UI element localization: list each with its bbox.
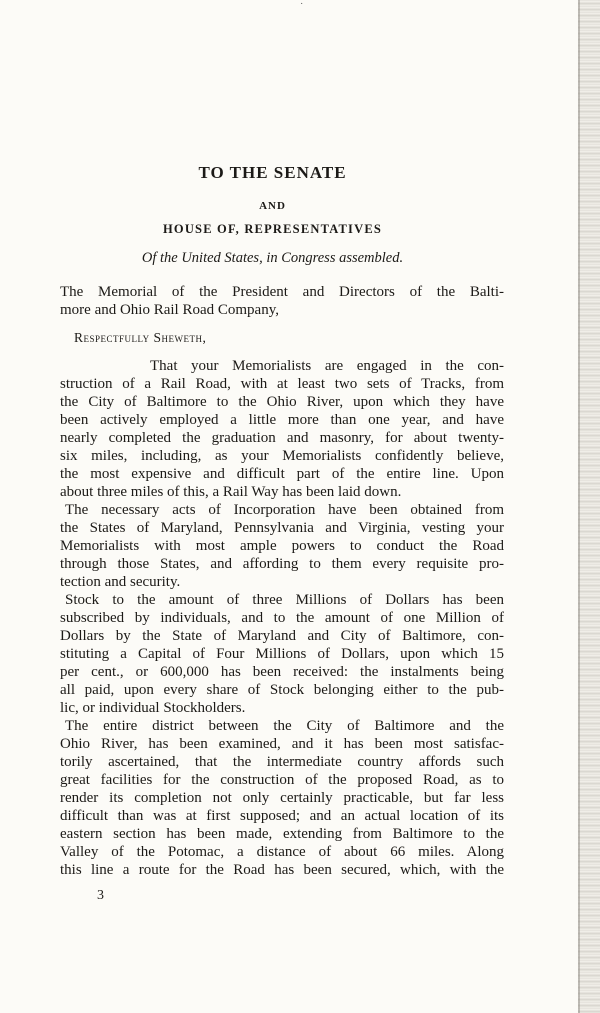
body-line: tection and security. <box>60 574 181 590</box>
memorial-intro <box>60 283 504 319</box>
body-line: The entire district between the City of Baltimore and the <box>65 718 504 734</box>
intro-line: more and Ohio Rail Road Company, <box>60 302 279 318</box>
header-mark: ˙ <box>300 2 304 13</box>
body-line: The necessary acts of Incorporation have been obtained from <box>65 502 504 518</box>
body-line: eastern section has been made, extending from Baltimore to the <box>60 826 504 842</box>
body-line: great facilities for the construction of the proposed Road, as to <box>60 772 504 788</box>
scan-binding-edge <box>578 0 600 1013</box>
body-line: Dollars by the State of Maryland and City of Baltimore, con- <box>60 628 504 644</box>
heading-senate: TO THE SENATE <box>198 163 347 182</box>
body-line: Valley of the Potomac, a distance of about 66 miles. Along <box>60 844 504 860</box>
scan-edge-line <box>578 0 580 1013</box>
body-line: That your Memorialists are engaged in the con- <box>150 358 504 374</box>
body-line: lic, or individual Stockholders. <box>60 700 246 716</box>
body-line: the most expensive and difficult part of the entire line. Upon <box>60 466 504 482</box>
body-line: struction of a Rail Road, with at least two sets of Tracks, from <box>60 376 504 392</box>
body-line: all paid, upon every share of Stock belonging either to the pub- <box>60 682 504 698</box>
body-line: subscribed by individuals, and to the amount of one Million of <box>60 610 504 626</box>
body-line: Stock to the amount of three Millions of Dollars has been <box>65 592 504 608</box>
memorial-body <box>60 357 504 879</box>
body-line: per cent., or 600,000 has been received: the instalments being <box>60 664 504 680</box>
body-line: six miles, including, as your Memorialists confidently believe, <box>60 448 504 464</box>
body-line: about three miles of this, a Rail Way has been laid down. <box>60 484 402 500</box>
heading-congress: Of the United States, in Congress assembled. <box>141 250 404 266</box>
page-number: 3 <box>97 888 104 903</box>
body-line: the States of Maryland, Pennsylvania and Virginia, vesting your <box>60 520 504 536</box>
body-line: nearly completed the graduation and masonry, for about twenty- <box>60 430 504 446</box>
body-line: through those States, and affording to them every requisite pro- <box>60 556 504 572</box>
body-line: Memorialists with most ample powers to conduct the Road <box>60 538 504 554</box>
heading-and: AND <box>259 200 286 212</box>
body-line: difficult than was at first supposed; and an actual location of its <box>60 808 504 824</box>
intro-line: The Memorial of the President and Directors of the Balti- <box>60 284 504 300</box>
body-line: been actively employed a little more than one year, and have <box>60 412 504 428</box>
body-line: torily ascertained, that the intermediate country affords such <box>60 754 504 770</box>
body-line: render its completion not only certainly practicable, but far less <box>60 790 504 806</box>
body-line: stituting a Capital of Four Millions of Dollars, upon which 15 <box>60 646 504 662</box>
body-line: the City of Baltimore to the Ohio River, upon which they have <box>60 394 504 410</box>
heading-house: HOUSE OF, REPRESENTATIVES <box>162 222 383 236</box>
body-line: Ohio River, has been examined, and it has been most satisfac- <box>60 736 504 752</box>
salutation: Respectfully Sheweth, <box>74 330 207 345</box>
body-line: this line a route for the Road has been secured, which, with the <box>60 862 504 878</box>
